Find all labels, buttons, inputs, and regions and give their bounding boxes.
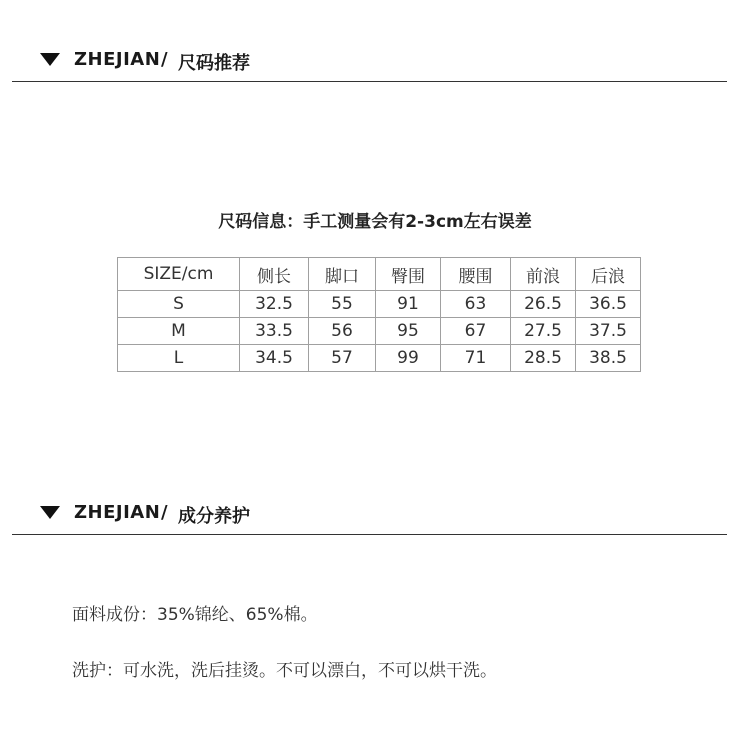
table-header-cell: 脚口 <box>309 258 376 291</box>
table-cell: 57 <box>309 345 376 372</box>
header-separator: / <box>161 49 168 70</box>
table-row <box>118 345 641 372</box>
table-cell: 28.5 <box>511 345 576 372</box>
table-cell: 34.5 <box>240 345 309 372</box>
table-cell: 71 <box>441 345 511 372</box>
size-section-header <box>12 41 727 82</box>
table-cell: 95 <box>376 318 441 345</box>
table-cell: 33.5 <box>240 318 309 345</box>
table-header-cell: 前浪 <box>511 258 576 291</box>
brand-name: ZHEJIAN <box>74 49 161 70</box>
section-title: 成分养护 <box>178 506 250 527</box>
table-cell: 63 <box>441 291 511 318</box>
table-cell: 38.5 <box>576 345 641 372</box>
table-cell: S <box>118 291 240 318</box>
triangle-down-icon <box>40 53 60 66</box>
table-cell: 26.5 <box>511 291 576 318</box>
table-row <box>118 318 641 345</box>
table-cell: 32.5 <box>240 291 309 318</box>
material-composition: 面料成份：35%锦纶、65%棉。 <box>72 605 318 625</box>
table-cell: 99 <box>376 345 441 372</box>
triangle-down-icon <box>40 506 60 519</box>
table-header-cell: 后浪 <box>576 258 641 291</box>
table-cell: 36.5 <box>576 291 641 318</box>
table-header-row <box>118 258 641 291</box>
care-instructions: 洗护：可水洗，洗后挂烫。不可以漂白，不可以烘干洗。 <box>72 661 497 681</box>
table-cell: M <box>118 318 240 345</box>
table-cell: L <box>118 345 240 372</box>
table-header-cell: 侧长 <box>240 258 309 291</box>
section-title: 尺码推荐 <box>178 53 250 74</box>
header-separator: / <box>161 502 168 523</box>
table-row <box>118 291 641 318</box>
brand-name: ZHEJIAN <box>74 502 161 523</box>
size-table-title: 尺码信息：手工测量会有2-3cm左右误差 <box>218 212 532 232</box>
table-cell: 55 <box>309 291 376 318</box>
table-cell: 27.5 <box>511 318 576 345</box>
table-header-cell: 臀围 <box>376 258 441 291</box>
table-cell: 56 <box>309 318 376 345</box>
care-section-header <box>12 494 727 535</box>
table-cell: 67 <box>441 318 511 345</box>
table-header-cell: 腰围 <box>441 258 511 291</box>
table-header-cell: SIZE/cm <box>118 258 240 291</box>
table-cell: 91 <box>376 291 441 318</box>
size-table <box>117 257 641 372</box>
table-cell: 37.5 <box>576 318 641 345</box>
